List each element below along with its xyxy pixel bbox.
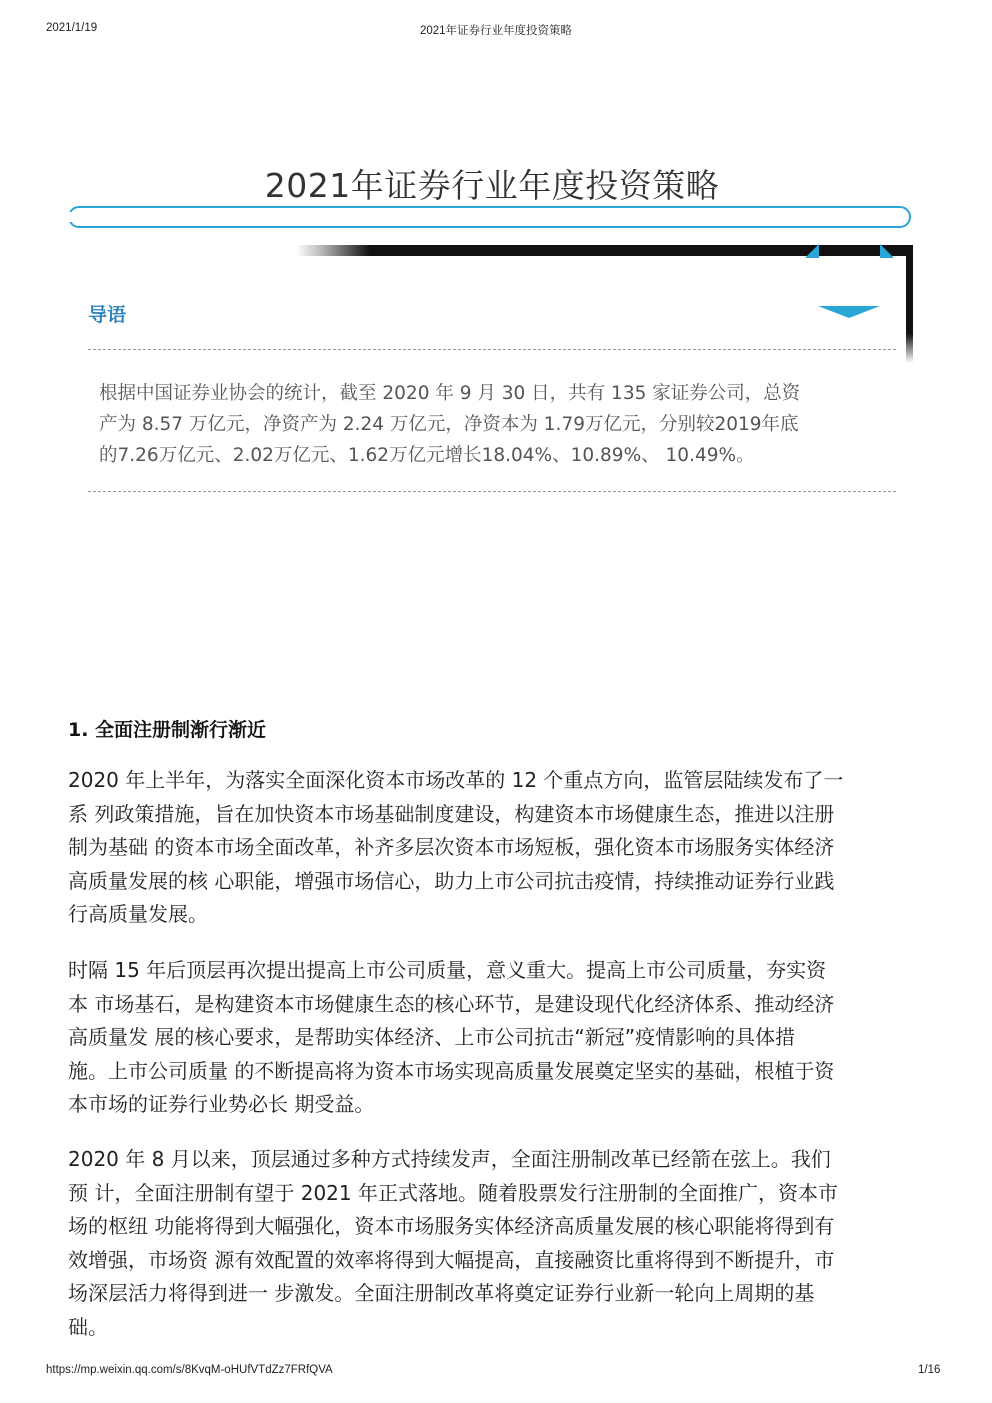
page-number: 1/16 bbox=[918, 1364, 941, 1376]
divider bbox=[88, 349, 896, 350]
paragraph-line: 行高质量发展。 bbox=[68, 902, 208, 926]
intro-label: 导语 bbox=[88, 304, 127, 326]
paragraph-line: 效增强，市场资 源有效配置的效率将得到大幅提高，直接融资比重将得到不断提升，市 bbox=[68, 1247, 835, 1272]
title-underline-bar bbox=[68, 206, 911, 228]
decorative-triangle-icon bbox=[880, 244, 894, 258]
decorative-vertical-bar bbox=[906, 245, 913, 363]
section-heading: 1. 全面注册制渐行渐近 bbox=[68, 719, 267, 741]
page-title: 2021年证券行业年度投资策略 bbox=[264, 166, 720, 205]
paragraph-line: 时隔 15 年后顶层再次提出提高上市公司质量，意义重大。提高上市公司质量，夯实资 bbox=[68, 958, 827, 982]
paragraph-line: 场的枢纽 功能将得到大幅强化，资本市场服务实体经济高质量发展的核心职能将得到有 bbox=[68, 1214, 835, 1238]
intro-text bbox=[99, 378, 899, 471]
print-date: 2021/1/19 bbox=[46, 22, 98, 34]
paragraph-line: 高质量发 展的核心要求，是帮助实体经济、上市公司抗击“新冠”疫情影响的具体措 bbox=[68, 1025, 796, 1049]
divider bbox=[88, 491, 896, 492]
paragraph-line: 预 计，全面注册制有望于 2021 年正式落地。随着股票发行注册制的全面推广，资本市 bbox=[68, 1180, 838, 1205]
paragraph-line: 本市场的证券行业势必长 期受益。 bbox=[68, 1092, 375, 1116]
paragraph-line: 系 列政策措施，旨在加快资本市场基础制度建设，构建资本市场健康生态，推进以注册 bbox=[68, 801, 835, 826]
paragraph-line: 础。 bbox=[68, 1314, 108, 1339]
intro-line: 根据中国证券业协会的统计，截至 2020 年 9 月 30 日，共有 135 家证券公司，总资 bbox=[99, 383, 801, 404]
paragraph-line: 本 市场基石，是构建资本市场健康生态的核心环节，是建设现代化经济体系、推动经济 bbox=[68, 991, 835, 1016]
paragraph-line: 施。上市公司质量 的不断提高将为资本市场实现高质量发展奠定坚实的基础，根植于资 bbox=[68, 1058, 835, 1083]
intro-line: 的7.26万亿元、2.02万亿元、1.62万亿元增长18.04%、10.89%、 10.49%。 bbox=[99, 445, 755, 466]
intro-line: 产为 8.57 万亿元，净资产为 2.24 万亿元，净资本为 1.79万亿元，分别较2019年底 bbox=[99, 414, 799, 435]
print-header-title: 2021年证券行业年度投资策略 bbox=[419, 25, 573, 37]
decorative-triangle-icon bbox=[805, 244, 819, 258]
source-url[interactable]: https://mp.weixin.qq.com/s/8KvqM-oHUfVTdZz7FRfQVA bbox=[46, 1364, 333, 1376]
paragraph-line: 制为基础 的资本市场全面改革，补齐多层次资本市场短板，强化资本市场服务实体经济 bbox=[68, 835, 835, 859]
paragraph-line: 高质量发展的核 心职能，增强市场信心，助力上市公司抗击疫情，持续推动证券行业践 bbox=[68, 868, 835, 893]
underline-notch bbox=[66, 212, 76, 222]
chevron-down-icon bbox=[818, 306, 880, 318]
paragraph bbox=[68, 764, 918, 932]
paragraph bbox=[68, 1143, 918, 1344]
paragraph bbox=[68, 954, 918, 1122]
paragraph-line: 2020 年上半年，为落实全面深化资本市场改革的 12 个重点方向，监管层陆续发布了一 bbox=[68, 768, 844, 792]
paragraph-line: 场深层活力将得到进一 步激发。全面注册制改革将奠定证券行业新一轮向上周期的基 bbox=[68, 1281, 815, 1305]
decorative-black-bar bbox=[296, 245, 912, 256]
paragraph-line: 2020 年 8 月以来，顶层通过多种方式持续发声，全面注册制改革已经箭在弦上。我们 bbox=[68, 1147, 831, 1171]
